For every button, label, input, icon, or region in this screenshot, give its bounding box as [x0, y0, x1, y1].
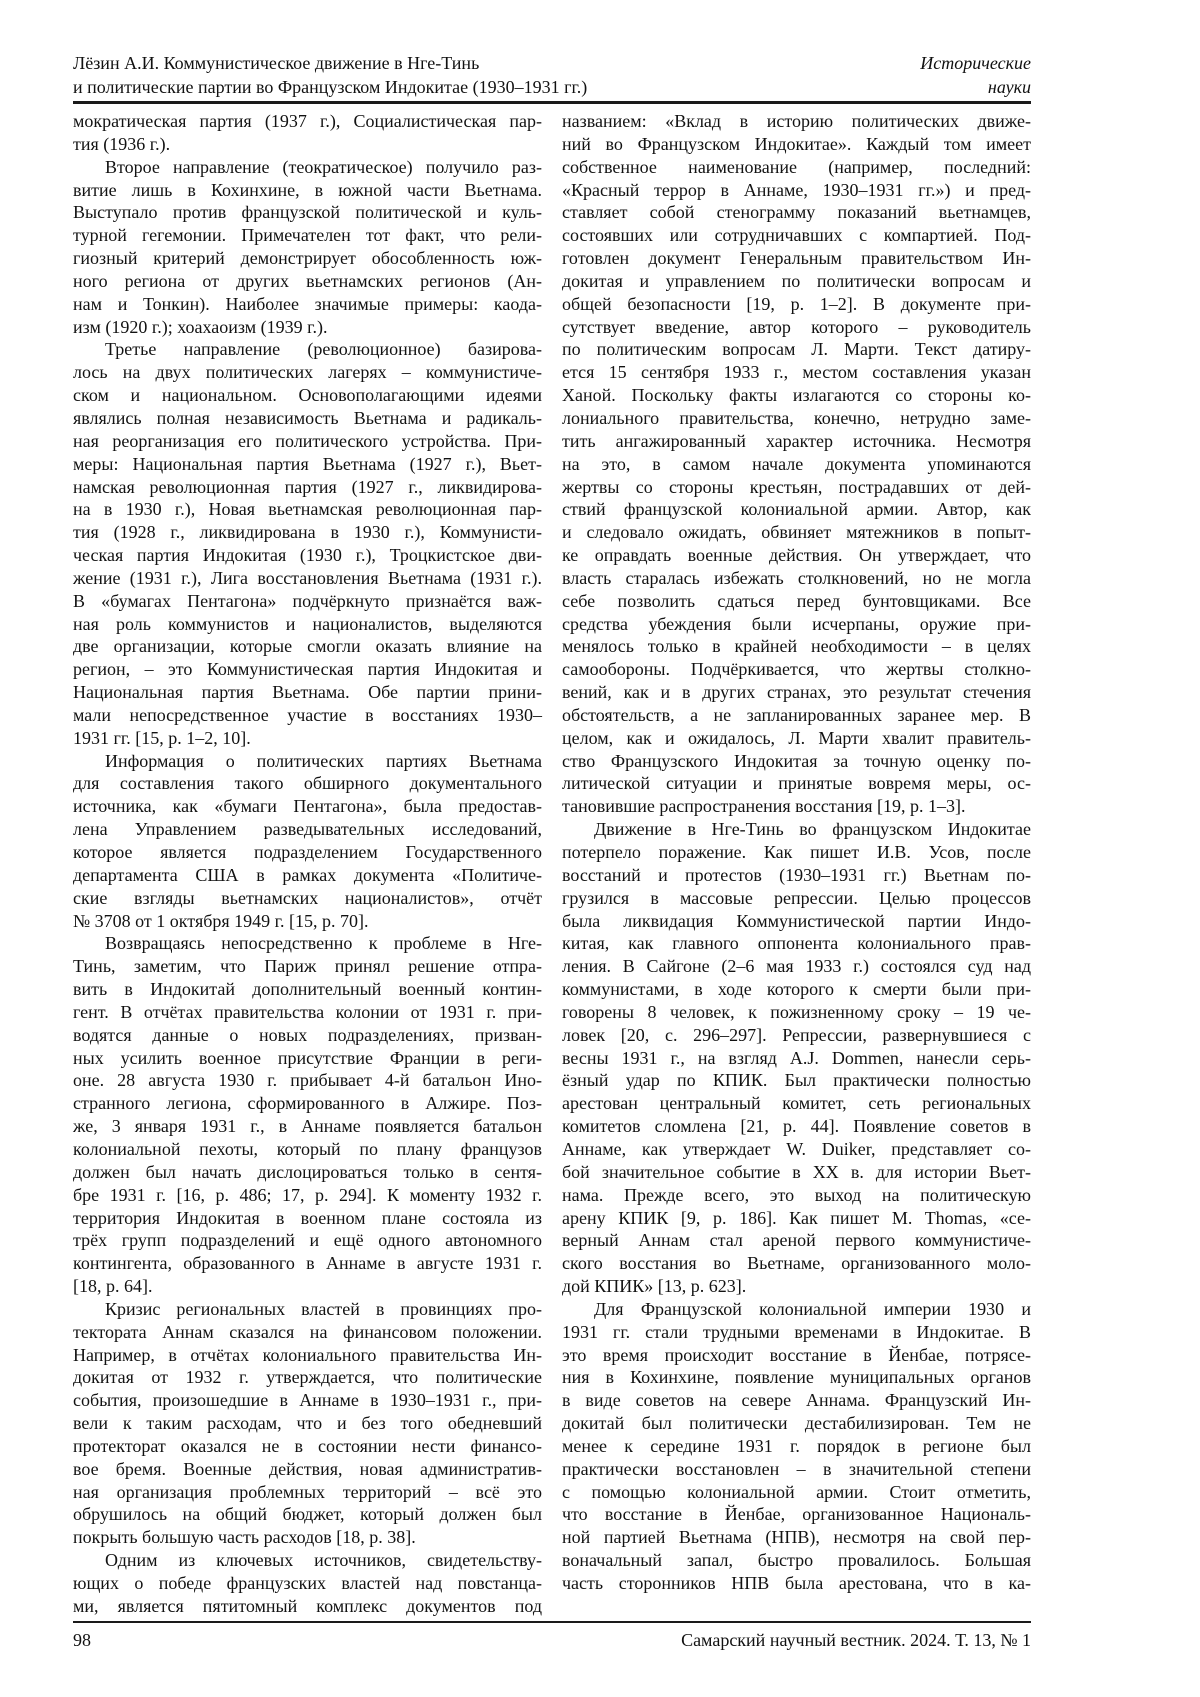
- text-line: Национальная партия Вьетнама. Обе партии прини-: [73, 682, 542, 703]
- text-line: жение (1931 г.), Лига восстановления Вьетнама (1931 г.).: [73, 567, 542, 588]
- text-line: была ликвидация Коммунистической партии Индо-: [562, 910, 1031, 931]
- text-line: арену КПИК [9, p. 186]. Как пишет M. Thomas, «се-: [562, 1207, 1031, 1228]
- text-line: регион, – это Коммунистическая партия Индокитая и: [73, 659, 542, 680]
- text-line: трёх групп подразделений и ещё одного автономного: [73, 1230, 542, 1251]
- text-line: ления. В Сайгоне (2–6 мая 1933 г.) состоялся суд над: [562, 956, 1031, 977]
- text-line: «Красный террор в Аннаме, 1930–1931 гг.») и пред-: [562, 179, 1031, 200]
- text-line: гент. В отчётах правительства колонии от 1931 г. при-: [73, 1001, 542, 1022]
- paragraph: [73, 932, 542, 1298]
- text-line: менее к середине 1931 г. порядок в регионе был: [562, 1435, 1031, 1456]
- text-line: бре 1931 г. [16, p. 486; 17, p. 294]. К моменту 1932 г.: [73, 1184, 542, 1205]
- text-line: комитетов сломлена [21, p. 44]. Появление советов в: [562, 1116, 1031, 1137]
- paragraph: [73, 750, 542, 933]
- text-line: лониального правительства, конечно, нетрудно заме-: [562, 407, 1031, 428]
- text-line: воначальный запал, быстро провалилось. Большая: [562, 1550, 1031, 1571]
- text-line: Кризис региональных властей в провинциях про-: [105, 1298, 542, 1319]
- text-line: ствий французской колониальной армии. Автор, как: [562, 499, 1031, 520]
- text-line: ющих о победе французских властей над повстанца-: [73, 1573, 542, 1593]
- text-line: вений, как и в других странах, это результат стечения: [562, 682, 1031, 703]
- section-name-line2: науки: [987, 77, 1031, 97]
- text-line: ставляет собой стенограмму показаний вьетнамцев,: [562, 202, 1031, 223]
- running-head: [73, 51, 1031, 99]
- text-column-left: [73, 110, 542, 1618]
- text-line: восстаний и протестов (1930–1931 гг.) Вьетнам по-: [562, 864, 1031, 885]
- text-line: вели к таким расходам, что и без того обедневший: [73, 1413, 542, 1434]
- text-line: арестован центральный комитет, сеть региональных: [562, 1093, 1031, 1114]
- text-line: должен был начать дислоцироваться только в сентя-: [73, 1161, 542, 1182]
- text-line: Ханой. Поскольку факты излагаются со стороны ко-: [562, 385, 1031, 406]
- text-line: сутствует введение, автор которого – руководитель: [562, 316, 1031, 337]
- text-line: 1931 гг. стали трудными временами в Индокитае. В: [562, 1321, 1031, 1342]
- text-line: события, произошедшие в Аннаме в 1930–1931 г., при-: [73, 1390, 542, 1411]
- paragraph: [73, 1549, 542, 1618]
- text-line: докитая и управлением по политически вопросам и: [562, 270, 1031, 291]
- text-line: изм (1920 г.); хоахаоизм (1939 г.).: [73, 316, 328, 337]
- text-line: коммунистами, в ходе которого к смерти были при-: [562, 979, 1031, 1000]
- text-line: практически восстановлен – в значительной степени: [562, 1458, 1031, 1479]
- text-line: менялось только в крайней необходимости – в целях: [562, 636, 1031, 657]
- text-line: территория Индокитая в военном плане состояла из: [73, 1207, 542, 1228]
- text-line: же, 3 января 1931 г., в Аннаме появляется батальон: [73, 1116, 542, 1137]
- text-line: № 3708 от 1 октября 1949 г. [15, p. 70].: [73, 910, 369, 931]
- text-line: докитай был политически дестабилизирован. Тем не: [562, 1413, 1031, 1434]
- text-line: средства убеждения были исчерпаны, оружие при-: [562, 613, 1031, 634]
- text-line: готовлен документ Генеральным правительством Ин-: [562, 248, 1031, 269]
- text-column-right: [562, 110, 1031, 1618]
- text-line: В «бумагах Пентагона» подчёркнуто признаётся важ-: [73, 590, 542, 611]
- text-line: и следовало ожидать, обвиняет мятежников в попыт-: [562, 522, 1031, 543]
- text-line: это время происходит восстание в Йенбае, потрясе-: [562, 1344, 1031, 1365]
- running-head-line2: и политические партии во Французском Индокитае (1930–1931 гг.): [73, 77, 588, 97]
- text-line: две организации, которые смогли оказать влияние на: [73, 636, 542, 657]
- text-line: названием: «Вклад в историю политических движе-: [562, 111, 1031, 131]
- text-line: Аннаме, как утверждает W. Duiker, представляет со-: [562, 1138, 1031, 1159]
- text-line: тия (1936 г.).: [73, 133, 171, 154]
- section-name-line1: Исторические: [920, 53, 1031, 73]
- text-line: витие лишь в Кохинхине, в южной части Вьетнама.: [73, 179, 542, 200]
- paragraph: [73, 338, 542, 749]
- text-line: являлись полная независимость Вьетнама и радикаль-: [73, 407, 542, 428]
- text-line: часть сторонников НПВ была арестована, что в ка-: [562, 1573, 1031, 1593]
- text-line: которое является подразделением Государственного: [73, 842, 542, 862]
- text-line: ство Французского Индокитая за точную оценку по-: [562, 750, 1031, 771]
- running-head-section: [920, 51, 1031, 99]
- text-line: ческая партия Индокитая (1930 г.), Троцкистское дви-: [73, 545, 542, 566]
- footer-rule: [73, 1621, 1031, 1623]
- text-line: департамента США в рамках документа «Политиче-: [73, 864, 542, 885]
- text-line: состоявших или сотрудничавших с компартией. Под-: [562, 225, 1031, 246]
- text-line: нама. Прежде всего, это выход на политическую: [562, 1184, 1031, 1205]
- text-line: ния в Кохинхине, появление муниципальных органов: [562, 1367, 1031, 1388]
- text-line: ная роль коммунистов и националистов, выделяются: [73, 613, 542, 634]
- text-line: протекторат оказался не в состоянии нести финансо-: [73, 1435, 542, 1456]
- text-line: обрушилось на общий бюджет, который должен был: [73, 1504, 542, 1525]
- text-line: [18, p. 64].: [73, 1276, 153, 1297]
- text-line: ми, является пятитомный комплекс документов под: [73, 1595, 542, 1616]
- text-line: на это, в самом начале документа упоминаются: [562, 453, 1031, 474]
- text-line: Возвращаясь непосредственно к проблеме в Нге-: [105, 933, 542, 954]
- text-line: Например, в отчётах колониального правительства Ин-: [73, 1344, 542, 1365]
- text-line: гиозный критерий демонстрирует обособленность юж-: [73, 248, 542, 269]
- text-line: ские взгляды вьетнамских националистов», отчёт: [73, 887, 542, 908]
- text-line: Второе направление (теократическое) получило раз-: [105, 156, 542, 177]
- text-line: колониальной пехоты, который по плану французов: [73, 1138, 542, 1159]
- text-line: ского восстания во Вьетнаме, организованного моло-: [562, 1253, 1031, 1274]
- text-line: докитая от 1932 г. утверждается, что политические: [73, 1367, 542, 1388]
- text-line: самообороны. Подчёркивается, что жертвы столкно-: [562, 659, 1031, 680]
- text-line: Движение в Нге-Тинь во французском Индокитае: [594, 819, 1031, 840]
- text-line: ёзный удар по КПИК. Был практически полностью: [562, 1070, 1031, 1091]
- text-line: ется 15 сентября 1933 г., местом составления указан: [562, 362, 1031, 383]
- text-line: странного легиона, сформированного в Алжире. Поз-: [73, 1093, 542, 1114]
- text-line: по политическим вопросам Л. Марти. Текст датиру-: [562, 339, 1031, 360]
- text-line: источника, как «бумаги Пентагона», была предостав-: [73, 796, 542, 817]
- text-line: бой значительное событие в XX в. для истории Вьет-: [562, 1161, 1031, 1182]
- text-line: китая, как главного оппонента колониального прав-: [562, 933, 1031, 954]
- text-line: общей безопасности [19, p. 1–2]. В документе при-: [562, 293, 1031, 314]
- text-line: Для Французской колониальной империи 1930 и: [594, 1298, 1031, 1319]
- text-line: лось на двух политических лагерях – коммунистиче-: [73, 362, 542, 383]
- text-line: ке оправдать военные действия. Он утверждает, что: [562, 545, 1031, 566]
- text-line: тановившие распространения восстания [19, p. 1–3].: [562, 796, 966, 817]
- text-line: на в 1930 г.), Новая вьетнамская революционная пар-: [73, 499, 542, 520]
- text-line: Выступало против французской политической и куль-: [73, 202, 542, 223]
- text-line: потерпело поражение. Как пишет И.В. Усов, после: [562, 842, 1031, 862]
- text-line: в виде советов на севере Аннама. Французский Ин-: [562, 1390, 1031, 1411]
- text-line: власть старалась избежать столкновений, но не могла: [562, 567, 1031, 588]
- running-head-author-title: [73, 51, 587, 99]
- paragraph: [562, 110, 1031, 818]
- text-line: 1931 гг. [15, p. 1–2, 10].: [73, 727, 251, 748]
- text-line: для составления такого обширного документального: [73, 773, 542, 794]
- text-line: весны 1931 г., на взгляд A.J. Dommen, нанесли серь-: [562, 1047, 1031, 1068]
- text-line: Информация о политических партиях Вьетнама: [105, 750, 542, 771]
- paragraph: [562, 818, 1031, 1298]
- text-line: вить в Индокитай дополнительный военный контин-: [73, 979, 542, 1000]
- text-line: покрыть большую часть расходов [18, p. 38].: [73, 1527, 416, 1548]
- text-line: оне. 28 августа 1930 г. прибывает 4-й батальон Ино-: [73, 1070, 542, 1091]
- journal-reference: Самарский научный вестник. 2024. Т. 13, № 1: [681, 1630, 1031, 1650]
- text-line: ной партией Вьетнама (НПВ), несмотря на свой пер-: [562, 1527, 1031, 1548]
- running-head-line1: Лёзин А.И. Коммунистическое движение в Нге-Тинь: [73, 53, 480, 73]
- text-line: Третье направление (революционное) базирова-: [105, 339, 542, 360]
- text-line: верный Аннам стал ареной первого коммунистиче-: [562, 1230, 1031, 1251]
- text-line: тия (1928 г., ликвидирована в 1930 г.), Коммунисти-: [73, 522, 542, 543]
- paragraph: [73, 156, 542, 339]
- text-line: жертвы со стороны крестьян, пострадавших от дей-: [562, 476, 1031, 497]
- paragraph: [73, 110, 542, 156]
- text-line: тить ангажированный характер источника. Несмотря: [562, 430, 1031, 451]
- text-line: ная реорганизация его политического устройства. При-: [73, 430, 542, 451]
- text-line: намская революционная партия (1927 г., ликвидирова-: [73, 476, 542, 497]
- text-line: целом, как и ожидалось, Л. Марти хвалит правитель-: [562, 727, 1031, 748]
- text-line: что восстание в Йенбае, организованное Националь-: [562, 1504, 1031, 1525]
- text-line: ловек [20, с. 296–297]. Репрессии, развернувшиеся с: [562, 1024, 1031, 1045]
- text-line: говорены 8 человек, к пожизненному сроку – 19 че-: [562, 1001, 1031, 1022]
- text-line: ском и национальном. Основополагающими идеями: [73, 385, 542, 406]
- paragraph: [73, 1298, 542, 1549]
- article-body: [73, 110, 1031, 1618]
- text-line: водятся данные о новых подразделениях, призван-: [73, 1024, 542, 1045]
- text-line: мали непосредственное участие в восстаниях 1930–: [73, 704, 542, 725]
- text-line: ного региона от других вьетнамских регионов (Ан-: [73, 270, 542, 291]
- text-line: вое бремя. Военные действия, новая административ-: [73, 1458, 542, 1479]
- paragraph: [562, 1298, 1031, 1595]
- text-line: Тинь, заметим, что Париж принял решение отпра-: [73, 956, 542, 977]
- text-line: нам и Тонкин). Наиболее значимые примеры: каода-: [73, 293, 542, 314]
- text-line: дой КПИК» [13, p. 623].: [562, 1276, 747, 1297]
- text-line: Одним из ключевых источников, свидетельству-: [105, 1550, 542, 1571]
- text-line: обстоятельств, а не запланированных заранее мер. В: [562, 704, 1031, 725]
- text-line: себе позволить сдаться перед бунтовщиками. Все: [562, 590, 1031, 611]
- text-line: ний во Французском Индокитае». Каждый том имеет: [562, 133, 1031, 154]
- text-line: грузился в массовые репрессии. Целью процессов: [562, 887, 1031, 908]
- text-line: мократическая партия (1937 г.), Социалистическая пар-: [73, 111, 542, 131]
- text-line: турной гегемонии. Примечателен тот факт, что рели-: [73, 225, 542, 246]
- text-line: с помощью колониальной армии. Стоит отметить,: [562, 1481, 1031, 1502]
- text-line: собственное наименование (например, последний:: [562, 156, 1031, 177]
- page-footer: [73, 1628, 1031, 1652]
- text-line: лена Управлением разведывательных исследований,: [73, 819, 542, 840]
- text-line: меры: Национальная партия Вьетнама (1927 г.), Вьет-: [73, 453, 542, 474]
- text-line: ная организация проблемных территорий – всё это: [73, 1481, 542, 1502]
- text-line: контингента, образованного в Аннаме в августе 1931 г.: [73, 1253, 542, 1274]
- text-line: ных усилить военное присутствие Франции в реги-: [73, 1047, 542, 1068]
- page-number: 98: [73, 1630, 91, 1650]
- header-rule: [73, 101, 1031, 104]
- text-line: литической ситуации и принятые вовремя меры, ос-: [562, 773, 1031, 794]
- text-line: тектората Аннам сказался на финансовом положении.: [73, 1321, 542, 1342]
